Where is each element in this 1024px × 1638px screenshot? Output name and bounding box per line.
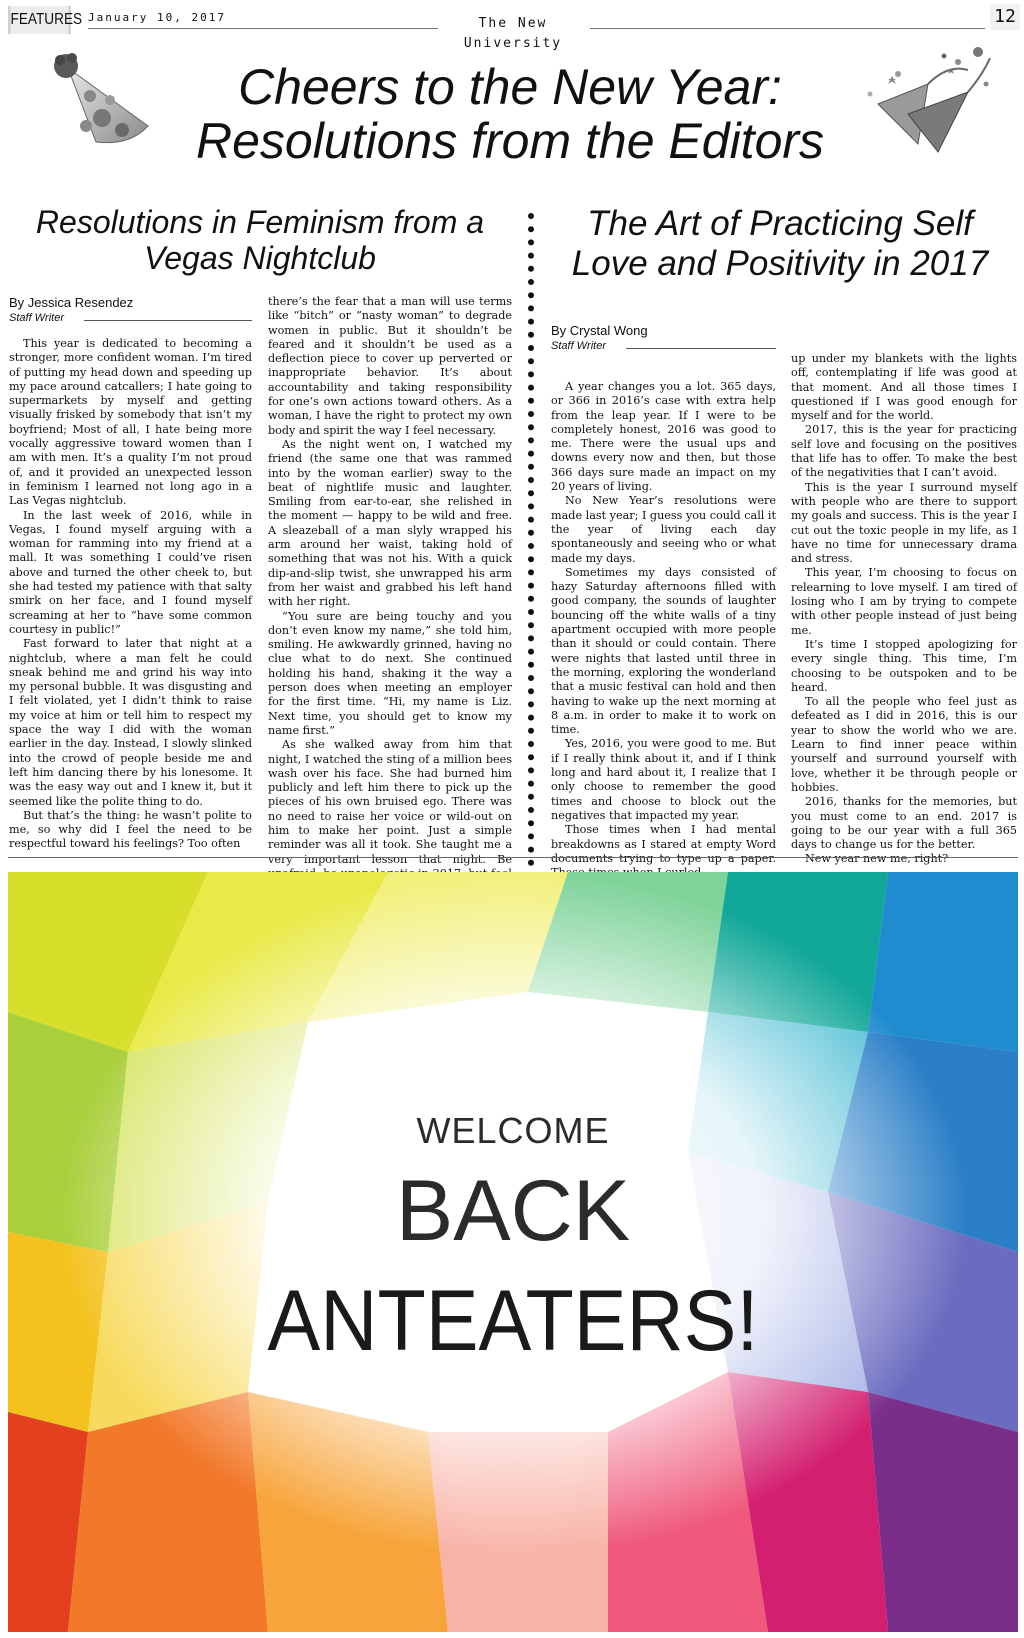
article-right-column-1: [551, 380, 776, 880]
title-line-2: Resolutions from the Editors: [195, 113, 825, 169]
divider-dot: [528, 833, 534, 839]
divider-dot: [528, 675, 534, 681]
divider-dot: [528, 503, 534, 509]
article-right-column-2: [791, 352, 1017, 867]
paragraph: No New Year’s resolutions were made last year; I guess you could call it the year of living each day spontaneously and seeing who or what made my days.: [551, 494, 776, 565]
paragraph: It’s time I stopped apologizing for every single thing. This time, I’m choosing to be outspoken and to be heard.: [791, 637, 1017, 694]
divider-dot: [528, 477, 534, 483]
divider-dot: [528, 767, 534, 773]
section-divider: [8, 857, 1018, 858]
divider-dot: [528, 622, 534, 628]
paragraph: In the last week of 2016, while in Vegas, I found myself arguing with a woman for ramming into my friend at a mall. It was something I could’ve risen above and turned the other cheek to, but she had tested my patience with that salty smirk on her face, and I found myself screaming at her to “have some common courtesy in public!”: [9, 508, 252, 636]
divider-dot: [528, 543, 534, 549]
divider-dot: [528, 596, 534, 602]
divider-dot: [528, 385, 534, 391]
divider-dot: [528, 807, 534, 813]
divider-dot: [528, 517, 534, 523]
divider-dot: [528, 226, 534, 232]
divider-dot: [528, 820, 534, 826]
divider-dot: [528, 292, 534, 298]
byline-right: By Crystal Wong: [551, 323, 648, 338]
paragraph: As she walked away from him that night, I watched the sting of a million bees wash over his face. She had burned him publicly and left him there to pick up the pieces of his own bruised ego. There was no need to raise her voice or wild-out on him to make her point. Just a simple reminder was all it took. She taught me a very important lesson that night. Be: [268, 738, 512, 866]
divider-dot: [528, 530, 534, 536]
paragraph: Those times when I had mental breakdowns as I stared at empty Word documents trying to type up a paper.: [551, 823, 776, 865]
paragraph: Sometimes my days consisted of hazy Saturday afternoons filled with good company, the sounds of laughter bouncing off the white walls of a tiny apartment occupied with more people than it should or could contain. There were nights that lasted until three in the morning, exploring the wonderland that a music festival can hold and then having to wake up the next morning at 8 a.m. in order to make it to work on time.: [551, 565, 776, 737]
divider-dot: [528, 411, 534, 417]
paragraph: A year changes you a lot. 365 days, or 366 in 2016’s case with extra help from the leap year. If I were to be completely honest, 2016 was good to me. There were the usual ups and downs every now and then, but those 366 days sure made an impact on my 20 years of living.: [551, 380, 776, 494]
paragraph: As the night went on, I watched my friend (the same one that was rammed into by the woman earlier) sway to the beat of nightlife music and laughter. Smiling from ear-to-ear, she relished in the moment — happy to be wild and free. A sleazeball of a man slyly wrapped his arm around her waist, taking hold of something that was not his. With a quick dip-and-slip twist, she unwrapped his arm from her waist and grabbed his left hand with her right.: [268, 437, 512, 609]
byline-rule-right: [626, 348, 776, 349]
banner-back-text: BACK: [395, 1163, 631, 1259]
divider-dot: [528, 688, 534, 694]
divider-dot: [528, 345, 534, 351]
divider-dot: [528, 635, 534, 641]
title-line-1: Cheers to the New Year:: [238, 59, 782, 115]
headline-left: Resolutions in Feminism from a Vegas Nightclub: [35, 204, 485, 276]
paragraph: This year is dedicated to becoming a stronger, more confident woman. I’m tired of putting my head down and speeding up my pace around catcallers; I hate going to supermarkets by myself and getting visually frisked by somebody that isn’t my boyfriend; Most of all, I hate being more vocally aggressive toward women than I am with men. It’s a quality I’m not proud of, and it provided an unexpected lesson in feminism I learned not long ago in a Las Vegas nightclub.: [9, 337, 252, 508]
divider-dot: [528, 253, 534, 259]
paragraph: Fast forward to later that night at a nightclub, where a man felt he could sneak behind me and grind his way into my personal bubble. It was disgusting and I felt violated, yet I didn’t think to raise my voice at him or tell him to respect my space the way I did with the woman earlier in the day. Instead, I slowly slinked into the crowd of people beside me and left him dancing there by his lonesome. It was the easy way out and I knew it, but it seemed like the polite thing to do.: [9, 637, 252, 808]
divider-dot: [528, 451, 534, 457]
paragraph: “You sure are being touchy and you don’t even know my name,” she told him, smiling. He awkwardly grinned, having no clue what to do next. She continued holding his hand, shaking it the way a person does when meeting an employer for the first time. “Hi, my name is Liz. Next time, you should get to know my name first.”: [268, 609, 512, 737]
divider-dot: [528, 398, 534, 404]
divider-dot: [528, 305, 534, 311]
divider-dot: [528, 424, 534, 430]
paragraph: This is the year I surround myself with people who are there to support my goals and success. This is the year I cut out the toxic people in my life, as I have no time for unnecessary drama and stress.: [791, 480, 1017, 566]
divider-dot: [528, 662, 534, 668]
divider-dot: [528, 371, 534, 377]
divider-dot: [528, 556, 534, 562]
paragraph: To all the people who feel just as defeated as I did in 2016, this is our year to show the world who we are. Learn to find inner peace within yourself and surround yourself with love, whether it be through people or hobbies.: [791, 695, 1017, 794]
divider-dot: [528, 715, 534, 721]
divider-dot: [528, 319, 534, 325]
article-left-column-1: [9, 337, 252, 852]
paragraph: there’s the fear that a man will use terms like “bitch” or “nasty woman” to degrade women in public. But it shouldn’t be feared and it shouldn’t be used as a deflection piece to cover up perverted or inappropriate behavior. It’s about accountability and taking responsibility for one’s own actions toward others. As a woman, I have the right to protect my own body and spirit the way I feel necessary.: [268, 295, 512, 437]
page-title: [130, 60, 890, 168]
welcome-banner: [8, 872, 1018, 1632]
divider-dot: [528, 266, 534, 272]
paper-name: The New University: [463, 16, 563, 51]
divider-dot: [528, 741, 534, 747]
paragraph: This year, I’m choosing to focus on relearning to love myself. I am tired of losing who I am by trying to compete with other people instead of just being me.: [791, 566, 1017, 637]
header-rule-right: [590, 28, 985, 29]
byline-role-right: Staff Writer: [551, 340, 607, 352]
byline-rule-left: [84, 320, 252, 321]
divider-dot: [528, 754, 534, 760]
page-number: 12: [990, 4, 1020, 30]
divider-dot: [528, 860, 534, 866]
paragraph: But that’s the thing: he wasn’t polite to me, so why did I feel the need to be respectful toward his feelings? Too often: [9, 808, 252, 851]
divider-dot: [528, 794, 534, 800]
paragraph: Yes, 2016, you were good to me. But if I really think about it, and if I think long and hard about it, I realize that I only choose to remember the good times and choose to block out the negatives that impacted my year.: [551, 737, 776, 822]
banner-welcome-text: WELCOME: [416, 1110, 610, 1151]
byline-left: By Jessica Resendez: [9, 295, 134, 310]
divider-dot: [528, 437, 534, 443]
article-left-column-2: [268, 295, 512, 895]
byline-role-left: Staff Writer: [9, 312, 65, 324]
paragraph: 2017, this is the year for practicing self love and focusing on the positives that life has to offer. To make the best of the negativities that I can’t avoid.: [791, 423, 1017, 480]
divider-dot: [528, 847, 534, 853]
header-rule-left: [238, 28, 438, 29]
divider-dot: [528, 279, 534, 285]
paragraph: New year new me, right?: [805, 852, 949, 866]
divider-dot: [528, 609, 534, 615]
section-label: FEATURES: [8, 6, 71, 34]
divider-dot: [528, 649, 534, 655]
divider-dot: [528, 332, 534, 338]
issue-date: January 10, 2017: [88, 8, 238, 29]
dotted-column-divider: [526, 210, 536, 870]
headline-right: The Art of Practicing Self Love and Positivity in 2017: [571, 204, 989, 283]
paragraph: up under my blankets with the lights off, contemplating if life was good at that moment. And all those times I questioned if I was good enough for myself and for the world.: [791, 352, 1017, 423]
banner-anteaters-text: ANTEATERS!: [267, 1273, 759, 1369]
divider-dot: [528, 213, 534, 219]
divider-dot: [528, 358, 534, 364]
divider-dot: [528, 583, 534, 589]
divider-dot: [528, 490, 534, 496]
divider-dot: [528, 464, 534, 470]
divider-dot: [528, 239, 534, 245]
divider-dot: [528, 728, 534, 734]
divider-dot: [528, 569, 534, 575]
paragraph: 2016, thanks for the memories, but you must come to an end. 2017 is going to be our year with a full 365 days to change us for the better.: [791, 795, 1017, 852]
divider-dot: [528, 781, 534, 787]
divider-dot: [528, 701, 534, 707]
